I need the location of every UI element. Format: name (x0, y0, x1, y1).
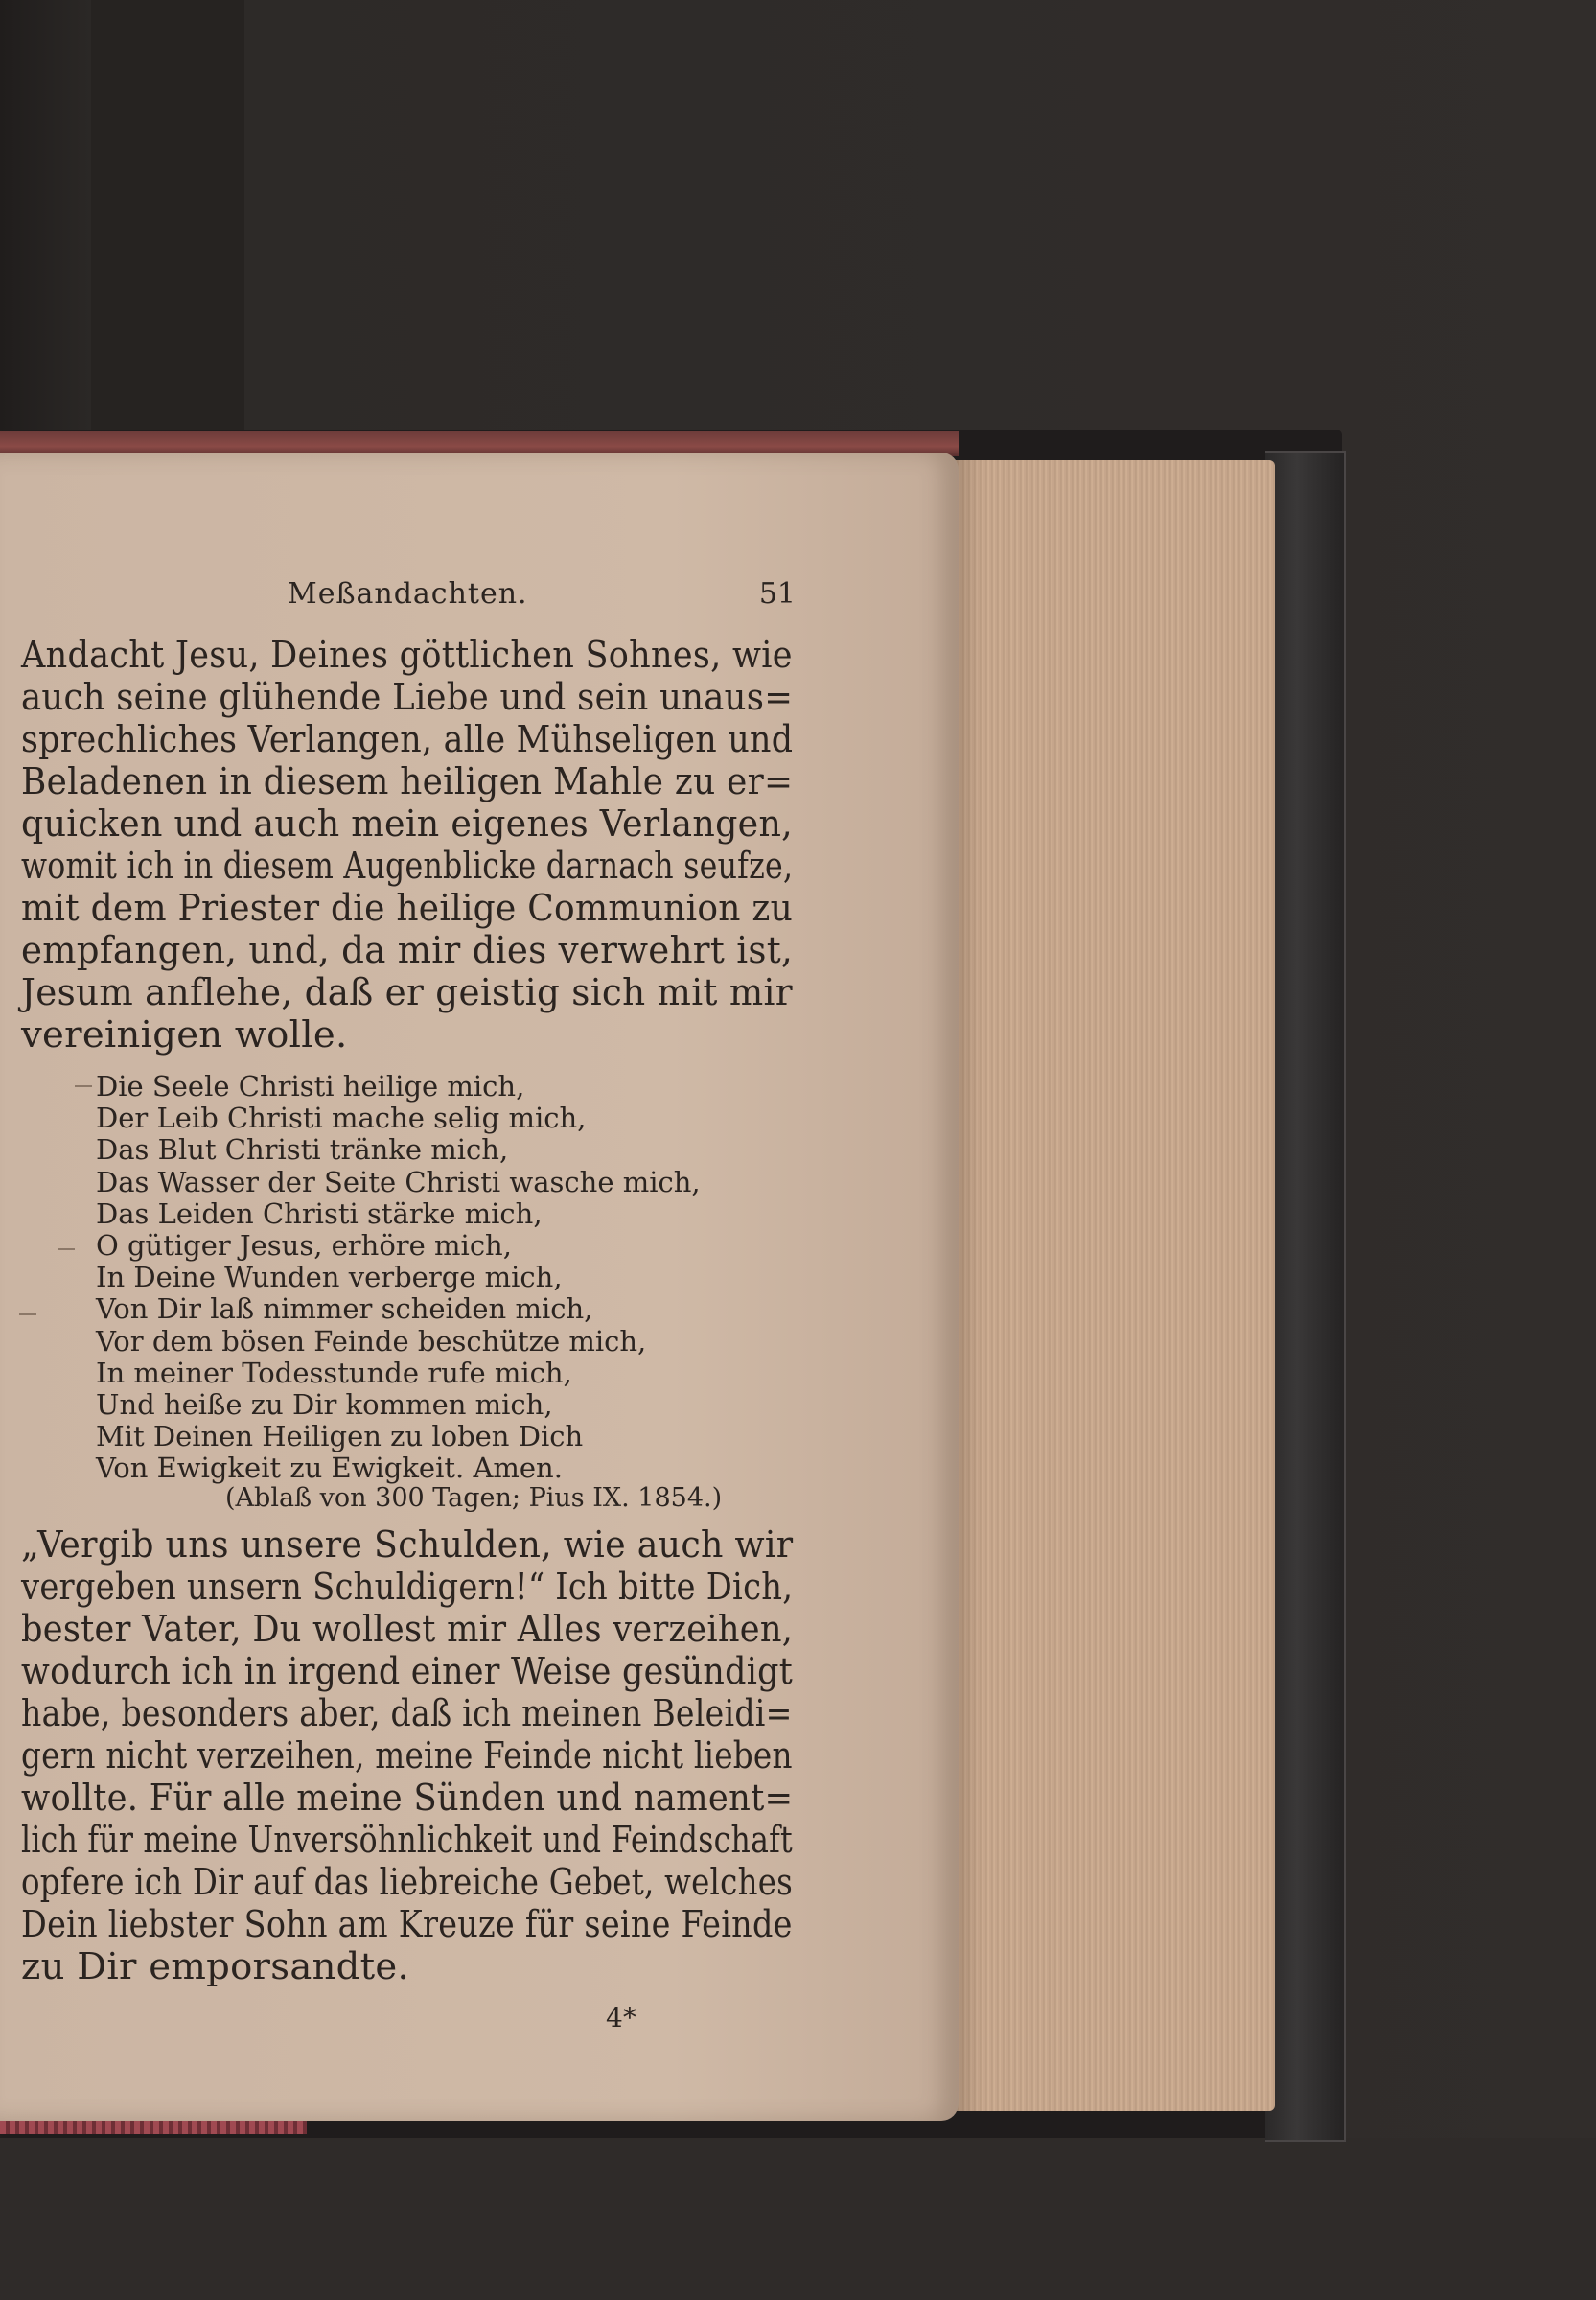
text-line: sprechliches Verlangen, alle Mühseligen und (21, 718, 794, 761)
verse-line: Der Leib Christi mache selig mich, (96, 1102, 587, 1135)
pencil-mark (58, 1248, 75, 1250)
text-line: opfere ich Dir auf das liebreiche Gebet, welches (21, 1861, 794, 1904)
page-header (288, 568, 796, 616)
verse-line: In meiner Todesstunde rufe mich, (96, 1356, 572, 1389)
text-line: bester Vater, Du wollest mir Alles verzeihen, (21, 1608, 794, 1651)
text-line: mit dem Priester die heilige Communion zu (21, 887, 794, 930)
paragraph-1 (21, 635, 793, 1057)
paragraph-2 (21, 1524, 793, 1988)
text-line: auch seine glühende Liebe und sein unaus= (21, 676, 794, 719)
text-line: womit ich in diesem Augenblicke darnach seufze, (21, 845, 794, 888)
running-title: Meßandachten. (288, 577, 528, 611)
verse-line: Von Ewigkeit zu Ewigkeit. Amen. (96, 1452, 563, 1485)
text-line: habe, besonders aber, daß ich meinen Beleidi= (21, 1692, 793, 1735)
prayer-verses (96, 1071, 767, 1485)
text-line: Dein liebster Sohn am Kreuze für seine Feinde (21, 1903, 793, 1946)
verse-line: Die Seele Christi heilige mich, (96, 1070, 525, 1103)
text-line: empfangen, und, da mir dies verwehrt ist, (21, 929, 794, 972)
indulgence-note: (Ablaß von 300 Tagen; Pius IX. 1854.) (225, 1483, 723, 1513)
text-line: lich für meine Unversöhnlichkeit und Feindschaft (21, 1819, 793, 1862)
verse-line: Und heiße zu Dir kommen mich, (96, 1388, 553, 1422)
text-line: „Vergib uns unsere Schulden, wie auch wir (21, 1523, 794, 1567)
text-line: Andacht Jesu, Deines göttlichen Sohnes, wie (21, 634, 793, 677)
verse-line: O gütiger Jesus, erhöre mich, (96, 1229, 512, 1263)
signature-mark: 4* (606, 2002, 636, 2033)
verse-line: Das Blut Christi tränke mich, (96, 1133, 509, 1167)
text-line: wodurch ich in irgend einer Weise gesündigt (21, 1650, 794, 1693)
text-line: vereinigen wolle. (21, 1013, 348, 1057)
text-line: zu Dir emporsandte. (21, 1945, 410, 1988)
text-line: Beladenen in diesem heiligen Mahle zu er= (21, 760, 794, 803)
pencil-mark (75, 1085, 92, 1087)
verse-line: Mit Deinen Heiligen zu loben Dich (96, 1420, 584, 1453)
pencil-mark (19, 1313, 36, 1315)
text-line: quicken und auch mein eigenes Verlangen, (21, 802, 794, 846)
text-line: vergeben unsern Schuldigern!“ Ich bitte Dich, (21, 1566, 794, 1609)
cloth-bottom (0, 2138, 1596, 2300)
text-line: gern nicht verzeihen, meine Feinde nicht lieben (21, 1734, 793, 1777)
book-page (0, 453, 959, 2121)
text-line: Jesum anflehe, daß er geistig sich mit mir (21, 971, 793, 1014)
verse-line: Das Wasser der Seite Christi wasche mich, (96, 1165, 701, 1198)
text-line: wollte. Für alle meine Sünden und nament= (21, 1777, 794, 1820)
page-block-edges (944, 460, 1275, 2111)
verse-line: Das Leiden Christi stärke mich, (96, 1196, 543, 1230)
verse-line: Von Dir laß nimmer scheiden mich, (96, 1292, 593, 1326)
verse-line: In Deine Wunden verberge mich, (96, 1261, 563, 1294)
page-number: 51 (758, 577, 796, 611)
book-cover-right-edge (1265, 451, 1346, 2142)
verse-line: Vor dem bösen Feinde beschütze mich, (96, 1324, 647, 1358)
